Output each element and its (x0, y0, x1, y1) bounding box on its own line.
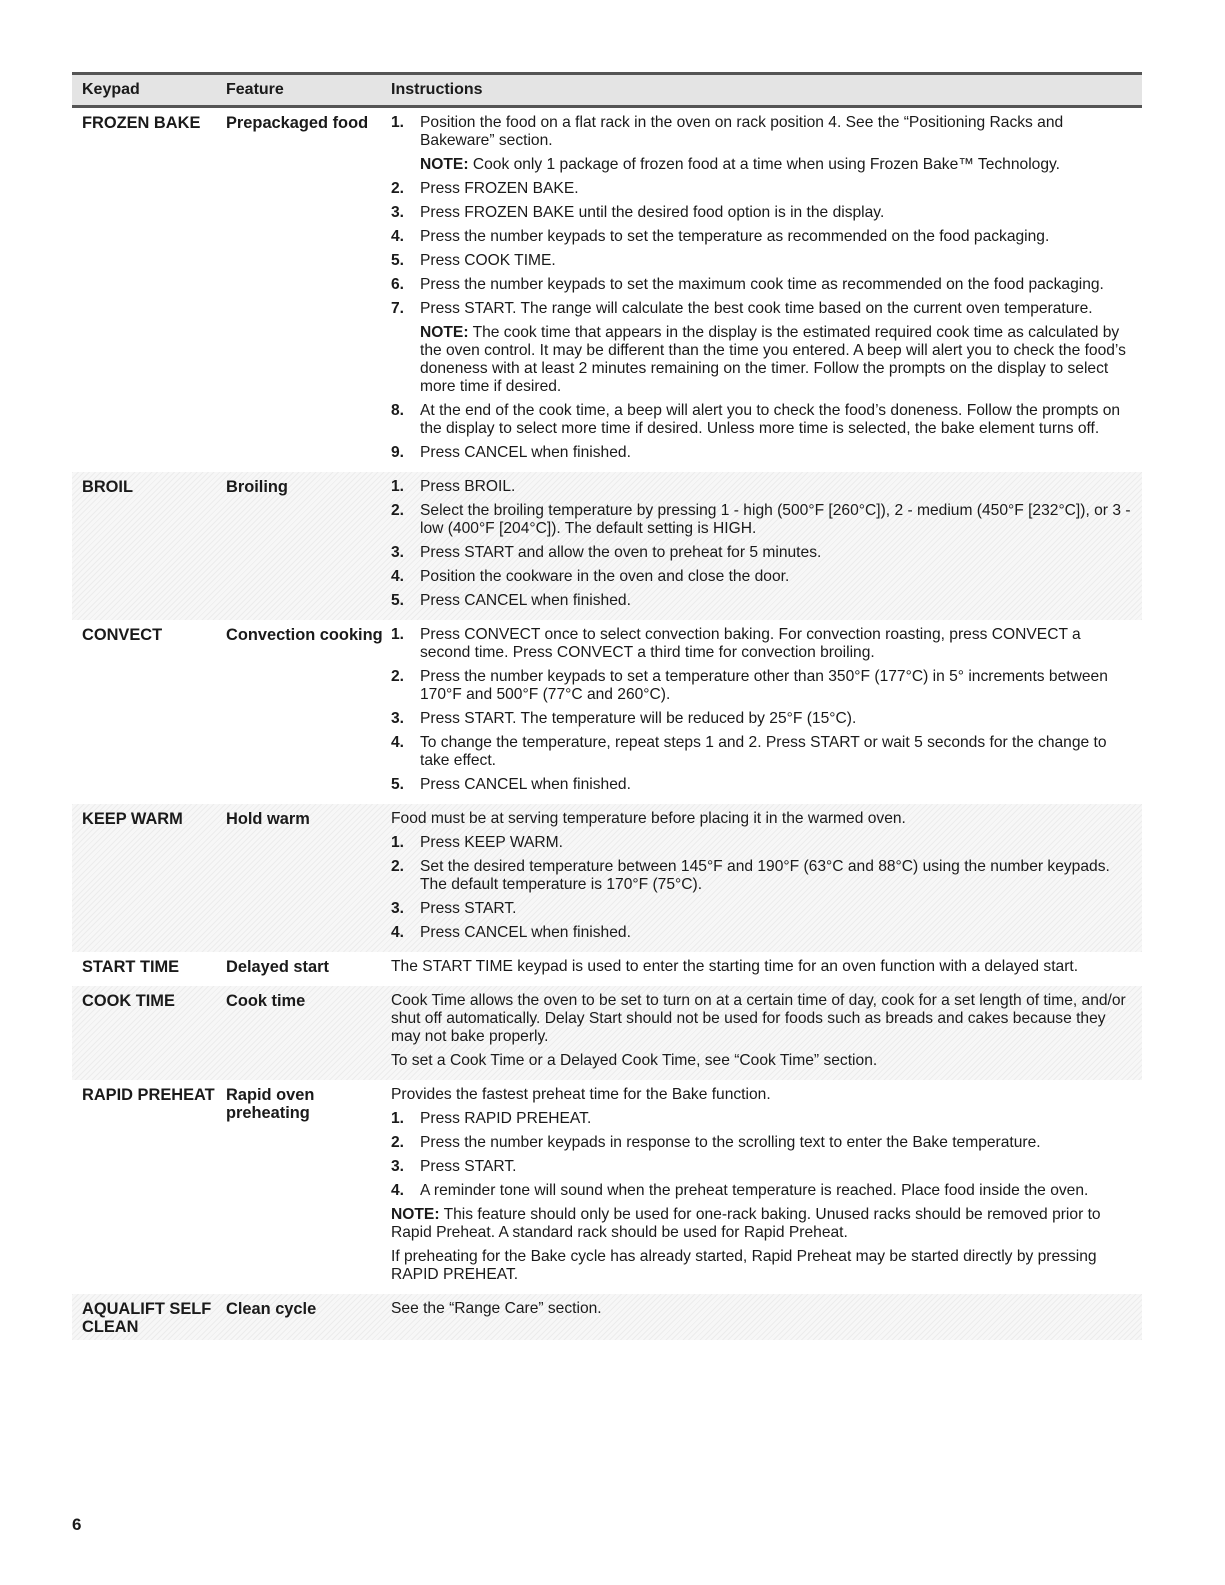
step-text: A reminder tone will sound when the preheat temperature is reached. Place food inside the oven. (420, 1182, 1089, 1199)
instruction-step (391, 900, 1134, 918)
step-number: 7. (391, 300, 405, 317)
step-number: 5. (391, 776, 405, 793)
step-text: Press CANCEL when finished. (420, 444, 631, 461)
instructions-cell (391, 958, 1142, 982)
step-number: 6. (391, 276, 405, 293)
table-row (72, 1080, 1142, 1294)
step-text: Press the number keypads to set the maximum cook time as recommended on the food packaging. (420, 276, 1104, 293)
instruction-step (391, 252, 1134, 270)
instruction-step (391, 710, 1134, 728)
step-number: 2. (391, 1134, 405, 1151)
step-number: 8. (391, 402, 405, 419)
step-text: Press CONVECT once to select convection baking. For convection roasting, press CONVECT a second time. Press CONVECT a third time for convection broiling. (420, 626, 1081, 661)
paragraph: Cook Time allows the oven to be set to turn on at a certain time of day, cook for a set length of time, and/or shut off automatically. Delay Start should not be used for foods such as breads and cakes because they may not bake properly. (391, 992, 1126, 1045)
table-row (72, 472, 1142, 620)
paragraph: Food must be at serving temperature before placing it in the warmed oven. (391, 810, 906, 827)
step-text: Press CANCEL when finished. (420, 924, 631, 941)
note-label: NOTE: (391, 1206, 440, 1223)
header-instructions: Instructions (391, 81, 483, 98)
instruction-step (391, 544, 1134, 562)
step-number: 2. (391, 180, 405, 197)
step-number: 5. (391, 592, 405, 609)
note-label: NOTE: (420, 156, 469, 173)
table-row (72, 1294, 1142, 1340)
step-text: At the end of the cook time, a beep will alert you to check the food’s doneness. Follow the prompts on the display to select more time if desired. Unless more time is selected, the bake element turns off. (420, 402, 1121, 437)
step-text: Position the cookware in the oven and close the door. (420, 568, 790, 585)
step-text: Press BROIL. (420, 478, 516, 495)
step-text: Press CANCEL when finished. (420, 592, 631, 609)
keypad-name: COOK TIME (82, 992, 175, 1010)
feature-name: Clean cycle (226, 1300, 317, 1318)
table-row (72, 986, 1142, 1080)
step-number: 5. (391, 252, 405, 269)
instructions-cell (391, 1300, 1142, 1336)
step-text: Position the food on a flat rack in the oven on rack position 4. See the “Positioning Racks and Bakeware” section. (420, 114, 1064, 149)
step-number: 1. (391, 626, 405, 643)
step-number: 3. (391, 710, 405, 727)
step-number: 4. (391, 568, 405, 585)
step-number: 3. (391, 544, 405, 561)
keypad-name: START TIME (82, 958, 180, 976)
instruction-step (391, 402, 1134, 438)
note (391, 1206, 1134, 1242)
step-text: Press the number keypads to set a temperature other than 350°F (177°C) in 5° increments between 170°F and 500°F (77°C and 260°C). (420, 668, 1108, 703)
instruction-step (391, 1134, 1134, 1152)
step-number: 1. (391, 114, 405, 131)
keypad-name: BROIL (82, 478, 133, 496)
instruction-step (391, 568, 1134, 586)
step-text: Press the number keypads to set the temperature as recommended on the food packaging. (420, 228, 1050, 245)
table-row (72, 108, 1142, 472)
instruction-step (391, 444, 1134, 462)
feature-name: Hold warm (226, 810, 310, 828)
instruction-step (391, 776, 1134, 794)
step-number: 3. (391, 900, 405, 917)
instructions-cell (391, 478, 1142, 616)
instructions-cell (391, 114, 1142, 468)
step-text: Press START. (420, 900, 517, 917)
step-text: Press FROZEN BAKE. (420, 180, 579, 197)
instruction-step (391, 502, 1134, 538)
step-text: Press COOK TIME. (420, 252, 556, 269)
step-number: 4. (391, 924, 405, 941)
keypad-name: FROZEN BAKE (82, 114, 201, 132)
feature-name: Delayed start (226, 958, 329, 976)
instruction-step (391, 114, 1134, 150)
table-body (72, 108, 1142, 1340)
page-number: 6 (72, 1515, 82, 1534)
step-number: 2. (391, 502, 405, 519)
step-text: Press KEEP WARM. (420, 834, 563, 851)
step-number: 1. (391, 834, 405, 851)
note-text: The cook time that appears in the display is the estimated required cook time as calculated by the oven control. It may be different than the time you entered. A beep will alert you to check the food’s doneness with at least 2 minutes remaining on the timer. Follow the prompts on the display to select more time if desired. (420, 324, 1126, 395)
feature-name: Broiling (226, 478, 288, 496)
paragraph: The START TIME keypad is used to enter the starting time for an oven function with a delayed start. (391, 958, 1079, 975)
step-number: 9. (391, 444, 405, 461)
step-number: 4. (391, 228, 405, 245)
note (391, 324, 1134, 396)
instruction-step (391, 592, 1134, 610)
instruction-step (391, 204, 1134, 222)
step-number: 3. (391, 204, 405, 221)
instruction-step (391, 626, 1134, 662)
table-header (72, 75, 1142, 108)
paragraph: Provides the fastest preheat time for the Bake function. (391, 1086, 771, 1103)
step-text: To change the temperature, repeat steps 1 and 2. Press START or wait 5 seconds for the change to take effect. (420, 734, 1107, 769)
step-text: Press CANCEL when finished. (420, 776, 631, 793)
table-row (72, 804, 1142, 952)
instructions-table (72, 72, 1142, 1340)
paragraph: To set a Cook Time or a Delayed Cook Time, see “Cook Time” section. (391, 1052, 878, 1069)
feature-name: Cook time (226, 992, 306, 1010)
step-number: 3. (391, 1158, 405, 1175)
feature-name: Prepackaged food (226, 114, 369, 132)
instruction-step (391, 228, 1134, 246)
feature-name: Rapid oven preheating (226, 1086, 315, 1122)
instructions-cell (391, 1086, 1142, 1290)
table-row (72, 952, 1142, 986)
step-text: Press START and allow the oven to preheat for 5 minutes. (420, 544, 822, 561)
instruction-step (391, 834, 1134, 852)
keypad-name: CONVECT (82, 626, 163, 644)
instruction-step (391, 668, 1134, 704)
instruction-step (391, 924, 1134, 942)
keypad-name: AQUALIFT SELF CLEAN (82, 1300, 212, 1336)
step-number: 2. (391, 858, 405, 875)
keypad-name: KEEP WARM (82, 810, 183, 828)
instruction-step (391, 478, 1134, 496)
instruction-step (391, 858, 1134, 894)
step-text: Press RAPID PREHEAT. (420, 1110, 592, 1127)
instruction-step (391, 180, 1134, 198)
note-text: Cook only 1 package of frozen food at a time when using Frozen Bake™ Technology. (468, 156, 1060, 173)
instructions-cell (391, 992, 1142, 1076)
step-number: 1. (391, 1110, 405, 1127)
step-number: 1. (391, 478, 405, 495)
step-number: 4. (391, 1182, 405, 1199)
header-feature: Feature (226, 81, 284, 98)
instructions-cell (391, 810, 1142, 948)
keypad-name: RAPID PREHEAT (82, 1086, 215, 1104)
note (391, 156, 1134, 174)
paragraph: If preheating for the Bake cycle has already started, Rapid Preheat may be started directly by pressing RAPID PREHEAT. (391, 1248, 1097, 1283)
note-text: This feature should only be used for one-rack baking. Unused racks should be removed prior to Rapid Preheat. A standard rack should be used for Rapid Preheat. (391, 1206, 1101, 1241)
instructions-cell (391, 626, 1142, 800)
instruction-step (391, 1182, 1134, 1200)
step-text: Select the broiling temperature by pressing 1 - high (500°F [260°C]), 2 - medium (450°F [232°C]), or 3 - low (400°F [204°C]). The default setting is HIGH. (420, 502, 1131, 537)
paragraph: See the “Range Care” section. (391, 1300, 602, 1317)
feature-name: Convection cooking (226, 626, 383, 644)
instruction-step (391, 276, 1134, 294)
instruction-step (391, 300, 1134, 318)
instruction-step (391, 1158, 1134, 1176)
header-keypad: Keypad (82, 81, 140, 98)
step-number: 2. (391, 668, 405, 685)
step-text: Press START. (420, 1158, 517, 1175)
step-number: 4. (391, 734, 405, 751)
note-label: NOTE: (420, 324, 469, 341)
step-text: Set the desired temperature between 145°F and 190°F (63°C and 88°C) using the number keypads. The default temperature is 170°F (75°C). (420, 858, 1110, 893)
step-text: Press FROZEN BAKE until the desired food option is in the display. (420, 204, 885, 221)
instruction-step (391, 1110, 1134, 1128)
step-text: Press START. The temperature will be reduced by 25°F (15°C). (420, 710, 857, 727)
instruction-step (391, 734, 1134, 770)
step-text: Press START. The range will calculate the best cook time based on the current oven temperature. (420, 300, 1093, 317)
step-text: Press the number keypads in response to the scrolling text to enter the Bake temperature. (420, 1134, 1041, 1151)
table-row (72, 620, 1142, 804)
